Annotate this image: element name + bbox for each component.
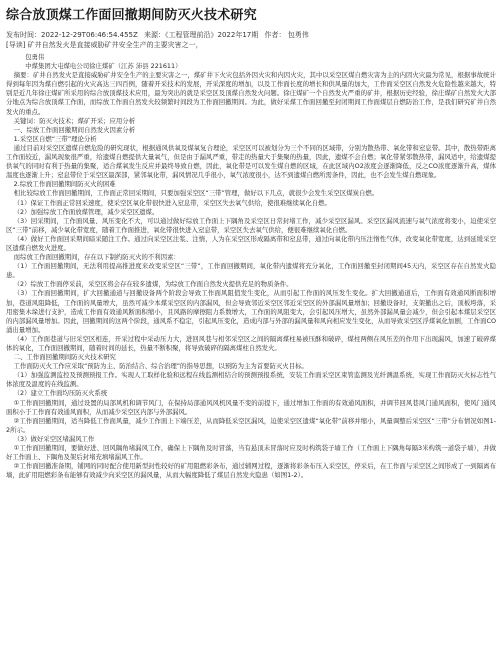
subsection-heading: （2）建立工作面均压防灭火系统: [13, 389, 108, 398]
article-source: 来源：《工程管理前沿》2022年17期: [144, 31, 259, 39]
paragraph: 相比较综放工作面回撤期间，工作面正常回采期间，只要加强采空区“三带”管理，做好以下几点，就很少会发生采空区煤炭自燃。: [13, 189, 379, 198]
list-item: ②工作面回撤期间，适当降低工作面风量，减少工作面上下端压差，从而降低采空区漏风，迫使采空区遗煤“氧化带”前移并缩小，风量调整后采空区“三带”分布情况如图1-2所示。: [6, 416, 496, 434]
article-meta: [6, 30, 496, 40]
list-item: （2）综放工作面停采前，采空区将会存在较多遗煤，为综放工作面自然发火提供充足的物质条件。: [13, 280, 293, 289]
paragraph: 通过目前对采空区遗煤自燃危险的研究现状，根据通风供氧及煤氧复合理论，采空区可以被划分为三个不同的区域带，分别为散热带、氧化带和窒息带。其中，散热带距离工作面较近，漏风现象很严重，给遗煤自燃提供大量氧气，但是由于漏风严重，带走的热量大于集聚的热量，因此，遗煤不会自燃；氧化带紧邻散热带，漏风适中，给遗煤提供氧气的同时有利于热量的集聚，适合煤氧发生反应并最终导致自燃，因此，氧化带是可以发生煤自燃的区域，在此区域内O2浓度会逐渐降低，反之CO浓度逐渐升高，煤体温度也逐渐上升；窒息带位于采空区最深部，紧邻氧化带，漏风情况几乎很小，氧气浓度很小，达不到遗煤自燃所需条件，因此，也不会发生煤自燃现象。: [6, 143, 496, 180]
article-lead: [导读] 矿井自然发火是直接威胁矿井安全生产的主要灾害之一，: [6, 41, 203, 49]
subsection-heading: 1.采空区自燃“三带”理论分析: [13, 134, 97, 143]
subsection-heading: （3）做好采空区堵漏风工作: [13, 434, 95, 443]
list-item: （2）加强综放工作面放煤管理，减少采空区遗煤。: [13, 207, 159, 216]
abstract: 摘要：矿井自然发火是直接威胁矿井安全生产的主要灾害之一，煤矿井下火灾包括外因火灾和内因火灾，其中以采空区煤自燃灾害为主的内因火灾最为常见，根据事故统计得到每年因为煤自燃引起的火灾高达三四百例，随着开采技术的发展，开采深度的增加，以及工作面长度的增长和供风量的加大，工作面采空区自然发火危险性越来越大，特别是近几年徐庄煤矿所采用的综合放顶煤技术应用，最为突出的就是采空区及顶煤自然发火问题。徐庄煤矿一个自然发火严重的矿井，根据历史经验，徐庄煤矿自然发火大部分地点为综合放顶煤工作面，而综放工作面自然发火较频繁时间段为工作面回撤期间。为此，做好采煤工作面回撤至封闭期间工作面煤层自燃防治工作，是我们研究矿井自然发火的重点。: [6, 71, 496, 116]
paragraph: 而综放工作面回撤期间，存在以下制约防灭火的不利因素：: [13, 253, 180, 262]
publish-date: 发布时间：2022-12-29T06:46:54.455Z: [6, 31, 138, 39]
list-item: （1）工作面回撤期间，无法利用提高推进度来改变采空区“三带”，工作面回撤期间，氧化带内遗煤将充分氧化，工作面回撤至封闭期间45天内，采空区存在自然发火隐患。: [6, 262, 496, 280]
keywords: 关键词：防灭火技术；煤矿开采；应用分析: [13, 116, 136, 125]
list-item: （1）保证工作面正常回采速度，使采空区氧化带很快进入窒息带，采空区失去氧气供给，使很难继续氧化自燃。: [13, 198, 331, 207]
list-item: （4）工作面巷道与旧采空区相连，开采过程中采动压力大，进回风巷与相邻采空区之间的隔离煤柱易被压酥和破碎，煤柱两侧在风压差的作用下出现漏风，加速了破碎煤体的氧化，工作面回撤期间，随着时间的延长，热量不断积聚，将导致破碎的隔离煤柱自然发火。: [6, 334, 497, 352]
subsection-heading: 2.综放工作面回撤期间防灭火的困难: [13, 180, 116, 189]
article-author: 作者： 包勇伟: [264, 31, 309, 39]
section-heading: 二、工作面回撤期间防灭火技术研究: [13, 353, 116, 362]
list-item: （4）做好工作面回采期间暗采随注工作。通过向采空区注浆、注惰，人为在采空区形成隔离带和窒息带，通过向氧化带内压注惰性气体，改变氧化带宽度，达到延缓采空区遗煤自燃发火进度。: [6, 234, 497, 252]
paragraph: 工作面防灭火工作应采取“预防为主、防治结合、综合治理”的指导思想，以预防为主为首要防灭火目标。: [13, 362, 308, 371]
article-title: 综合放顶煤工作面回撤期间防灭火技术研究: [6, 8, 257, 23]
list-item: ①工作面回撤期间，通过设置的局部风机和调节风门，在保持局部通风风机风量不变的前提下，通过增加工作面的有效通风面积，并调节回风巷风门通风面积，使风门通风面积小于工作面有效通风面积，从而减少采空区内部与外部漏风。: [6, 398, 496, 416]
list-item: （1）加强监测监控及预测预报工作。实现人工取样化验和远程在线监测相结合的预测预报系统，安装工作面采空区束管监测及光纤测温系统，实现工作面防灭火标志性气体浓度及温度的在线监测。: [6, 371, 497, 389]
section-heading: 一、综放工作面回撤期间自然发火因素分析: [13, 125, 136, 134]
list-item: ②工作面回撤准备期，铺网的同时配合使用新型封性较好的矿用阻燃彩条布，通过辅网过程，逐渐将彩条布压入采空区，停采后，在工作面与采空区之间形成了一到隔离布墙，此矿用阻燃彩条布能够有效减少向采空区的漏风量，从而大幅度降低了煤层自然发火隐患（如图1-2）。: [6, 462, 496, 480]
list-item: ①工作面回撤期间，要做好进、回风隅角堵漏风工作，确保上下隅角及时冒落，当有悬顶未冒落时应及时构筑袋子墙工作（工作面上下隅角每隔3米构筑一道袋子墙），并做好工作面上、下隅角及架后封堵充填堵漏风工作。: [6, 444, 496, 462]
list-item: （3）回采期间，工作面风量、风压变化不大，可以通过做好综放工作面上下隅角及采空区日常封堵工作，减少采空区漏风。采空区漏风流速与氧气浓度将变小，迫使采空区“三带”前移，减少氧化带宽度，随着工作面推进，氧化带很快进入窒息带，采空区失去氧气供给，便很难继续氧化自燃。: [6, 216, 497, 234]
author-line: 包勇伟: [25, 53, 45, 61]
affiliation-line: 中煤集团大屯煤电公司徐庄煤矿（江苏 沛县 221611）: [25, 62, 182, 71]
list-item: （3）工作面回撤期间，扩大回撤通道与回撤设备两个阶段会导致工作面风阻值发生变化，从而引起工作面的风压发生变化。扩大回撤通道后，工作面有效通风断面积增加，巷道风阻降低，工作面的风量增大，虽然可减少本煤采空区的内部漏风，但会导致邻近采空区邻近采空区的外部漏风量增加；回撤设备时，支架撤出之后，顶板垮落，采用密集木垛进行支护，造成工作面有效通风断面积缩小，且风路的摩擦阻力系数增大，工作面的风阻变大，会引起风压增大，虽然外部漏风量会减少，但会引起本煤层采空区的内部漏风量增加。因此，回撤期间的这两个阶段，通风系不稳定，引起风压变化，造成内部与外部的漏风量和风向相应发生变化，从而导致采空区浮煤氧化加剧，工作面CO涌出量增加。: [6, 289, 496, 334]
